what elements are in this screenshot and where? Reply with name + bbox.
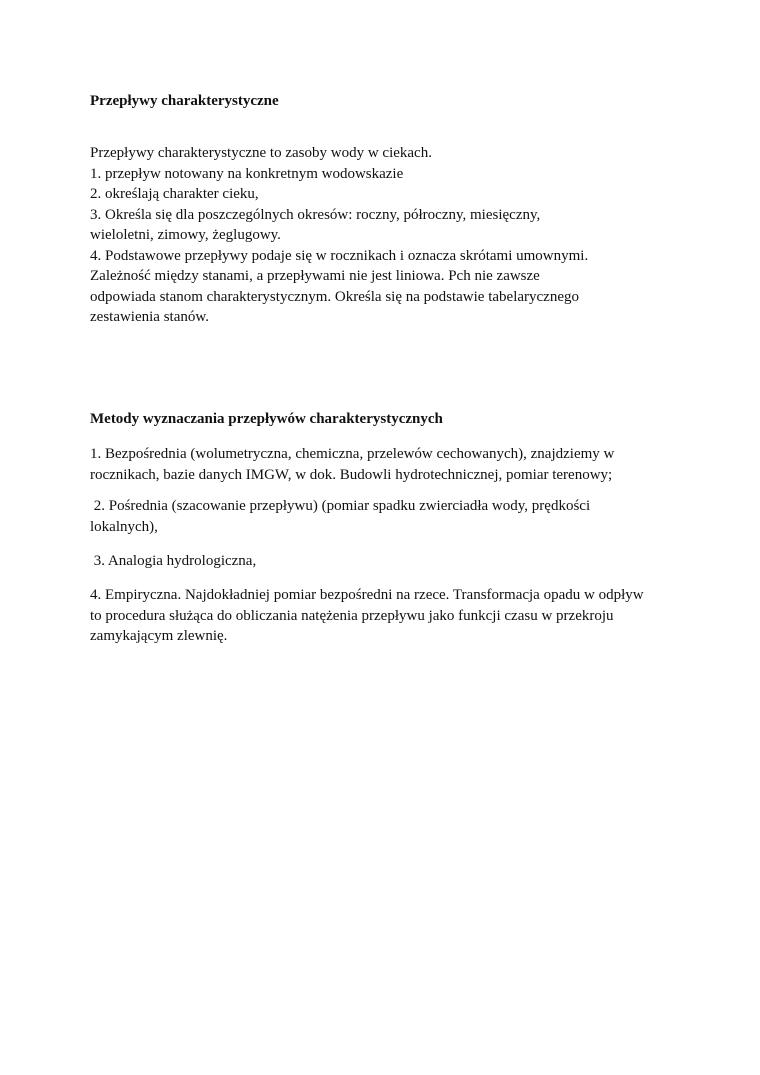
paragraph-line: 1. przepływ notowany na konkretnym wodowskazie	[90, 165, 404, 182]
paragraph-line: 3. Określa się dla poszczególnych okresów: roczny, półroczny, miesięczny,	[90, 206, 541, 223]
paragraph-line: odpowiada stanom charakterystycznym. Określa się na podstawie tabelarycznego	[90, 288, 579, 305]
paragraph-line: Przepływy charakterystyczne to zasoby wody w ciekach.	[90, 145, 432, 161]
paragraph-line: wieloletni, zimowy, żeglugowy.	[90, 227, 281, 243]
paragraph-line: zestawienia stanów.	[90, 309, 209, 325]
method-item-1	[90, 444, 670, 485]
paragraph-line: 2. Pośrednia (szacowanie przepływu) (pomiar spadku zwierciadła wody, prędkości	[90, 498, 591, 514]
paragraph-line: 3. Analogia hydrologiczna,	[90, 553, 257, 569]
paragraph-line: 4. Empiryczna. Najdokładniej pomiar bezpośredni na rzece. Transformacja opadu w odpływ	[90, 587, 644, 603]
method-item-2	[90, 496, 670, 537]
paragraph-line: 2. określają charakter cieku,	[90, 186, 259, 202]
paragraph-line: 1. Bezpośrednia (wolumetryczna, chemiczna, przelewów cechowanych), znajdziemy w	[90, 446, 615, 462]
paragraph-line: to procedura służąca do obliczania natężenia przepływu jako funkcji czasu w przekroju	[90, 607, 614, 624]
section-2-title: Metody wyznaczania przepływów charakterystycznych	[90, 411, 443, 427]
paragraph-line: Zależność między stanami, a przepływami nie jest liniowa. Pch nie zawsze	[90, 268, 540, 284]
method-item-3	[90, 551, 670, 572]
paragraph-line: lokalnych),	[90, 518, 158, 535]
method-item-4	[90, 585, 670, 647]
paragraph-line: zamykającym zlewnię.	[90, 628, 228, 644]
paragraph-line: rocznikach, bazie danych IMGW, w dok. Budowli hydrotechnicznej, pomiar terenowy;	[90, 466, 613, 483]
section-1-title: Przepływy charakterystyczne	[90, 93, 279, 109]
section-1-body	[90, 143, 670, 328]
paragraph-line: 4. Podstawowe przepływy podaje się w rocznikach i oznacza skrótami umownymi.	[90, 247, 589, 264]
